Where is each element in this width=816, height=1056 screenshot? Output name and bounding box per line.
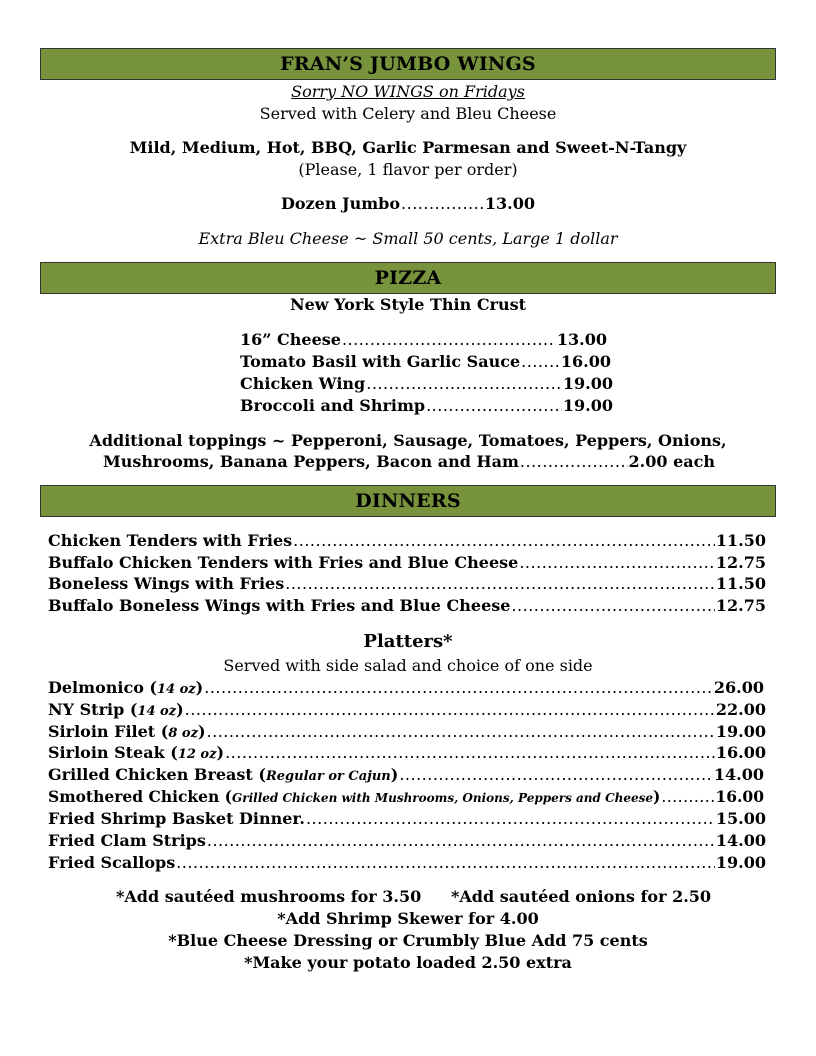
pizza-item: 16” Cheese ..... 13.00 [240,330,607,349]
addon-dressing: *Blue Cheese Dressing or Crumbly Blue Add 75 cents [168,931,648,950]
dinner-item: Buffalo Chicken Tenders with Fries and Blue Cheese ..... 12.75 [48,553,766,572]
platters-served: Served with side salad and choice of one side [223,656,593,675]
addon-mushrooms: *Add sautéed mushrooms for 3.50 [116,887,422,906]
platter-item: Sirloin Filet ( 8 oz ) ..... 19.00 [48,722,766,741]
dinner-item: Buffalo Boneless Wings with Fries and Blue Cheese ..... 12.75 [48,596,766,615]
pizza-toppings-line1: Additional toppings ~ Pepperoni, Sausage, Tomatoes, Peppers, Onions, [89,431,727,450]
pizza-toppings-line2: Mushrooms, Banana Peppers, Bacon and Ham ..... 2.00 each [103,452,715,471]
wings-extra: Extra Bleu Cheese ~ Small 50 cents, Large 1 dollar [198,229,618,248]
item-name: Dozen Jumbo [281,194,401,213]
pizza-item: Tomato Basil with Garlic Sauce ..... 16.00 [240,352,611,371]
pizza-subtitle: New York Style Thin Crust [289,295,527,314]
dinner-item: Chicken Tenders with Fries ..... 11.50 [48,531,766,550]
platter-item: Fried Clam Strips ..... 14.00 [48,831,766,850]
wings-flavors: Mild, Medium, Hot, BBQ, Garlic Parmesan and Sweet-N-Tangy [129,138,687,157]
wings-flavor-note: (Please, 1 flavor per order) [298,160,518,179]
pizza-item: Chicken Wing ..... 19.00 [240,374,613,393]
addon-onions: *Add sautéed onions for 2.50 [451,887,712,906]
platter-item: Delmonico ( 14 oz ) ..... 26.00 [48,678,764,697]
platters-title: Platters* [363,631,453,652]
dinners-banner [40,485,776,517]
wings-notice: Sorry NO WINGS on Fridays [291,82,525,101]
wings-title: FRAN’S JUMBO WINGS [280,53,536,75]
platter-item: Fried Shrimp Basket Dinner. ..... 15.00 [48,809,766,828]
dinner-item: Boneless Wings with Fries ..... 11.50 [48,574,766,593]
pizza-item: Broccoli and Shrimp ..... 19.00 [240,396,613,415]
wings-served: Served with Celery and Bleu Cheese [259,104,557,123]
platter-item: Smothered Chicken ( Grilled Chicken with Mushrooms, Onions, Peppers and Cheese ) ..... 16.00 [48,787,764,806]
wings-item [281,194,535,213]
addon-shrimp: *Add Shrimp Skewer for 4.00 [277,909,539,928]
platter-item: Fried Scallops ..... 19.00 [48,853,766,872]
platter-item: NY Strip ( 14 oz ) ..... 22.00 [48,700,766,719]
pizza-banner [40,262,776,294]
dinners-title: DINNERS [355,490,461,512]
pizza-title: PIZZA [374,267,442,289]
platter-item: Sirloin Steak ( 12 oz ) ..... 16.00 [48,743,766,762]
wings-banner [40,48,776,80]
item-price: 13.00 [484,194,535,213]
addon-potato: *Make your potato loaded 2.50 extra [244,953,572,972]
platter-item: Grilled Chicken Breast ( Regular or Cajun ) ..... 14.00 [48,765,764,784]
